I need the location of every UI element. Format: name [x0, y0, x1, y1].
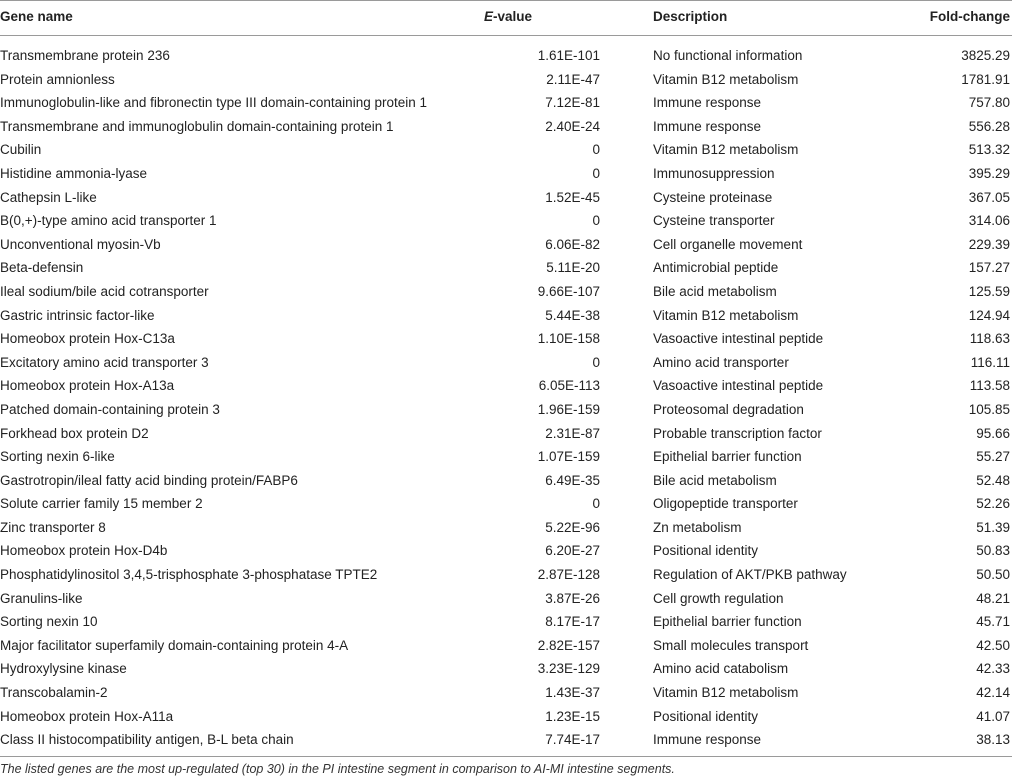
cell-gene-name: Sorting nexin 6-like: [0, 449, 115, 465]
cell-gene-name: Ileal sodium/bile acid cotransporter: [0, 283, 209, 299]
cell-e-value: 3.23E-129: [537, 661, 600, 677]
cell-e-value: 1.07E-159: [537, 449, 600, 465]
cell-gene-name: Beta-defensin: [0, 260, 84, 276]
cell-fold-change: 513.32: [968, 142, 1010, 158]
cell-e-value: 2.31E-87: [545, 425, 600, 441]
cell-fold-change: 116.11: [970, 354, 1010, 370]
table-row: [0, 352, 1012, 376]
table-row: [0, 139, 1012, 163]
cell-description: Vasoactive intestinal peptide: [653, 378, 824, 394]
cell-fold-change: 55.27: [976, 449, 1010, 465]
cell-description: Cysteine transporter: [653, 213, 775, 229]
cell-fold-change: 95.66: [976, 425, 1010, 441]
cell-gene-name: Protein amnionless: [0, 71, 115, 87]
cell-e-value: 0: [592, 165, 600, 181]
cell-fold-change: 52.48: [976, 472, 1010, 488]
table-row: [0, 446, 1012, 470]
cell-description: Immunosuppression: [653, 165, 775, 181]
cell-description: Immune response: [653, 95, 762, 111]
table-row: [0, 116, 1012, 140]
cell-description: Immune response: [653, 118, 762, 134]
cell-description: Amino acid transporter: [653, 354, 789, 370]
cell-gene-name: Immunoglobulin-like and fibronectin type III domain-containing protein 1: [0, 95, 427, 111]
table-row: [0, 69, 1012, 93]
cell-gene-name: Cathepsin L-like: [0, 189, 97, 205]
table-row: [0, 187, 1012, 211]
cell-gene-name: Homeobox protein Hox-A11a: [0, 708, 174, 724]
cell-fold-change: 229.39: [968, 236, 1010, 252]
cell-gene-name: Gastric intrinsic factor-like: [0, 307, 155, 323]
table-row: [0, 281, 1012, 305]
cell-e-value: 2.11E-47: [546, 71, 600, 87]
cell-gene-name: Major facilitator superfamily domain-containing protein 4-A: [0, 637, 349, 653]
cell-gene-name: Sorting nexin 10: [0, 614, 98, 630]
cell-description: Antimicrobial peptide: [653, 260, 779, 276]
cell-description: Positional identity: [653, 708, 759, 724]
cell-e-value: 0: [592, 496, 600, 512]
cell-gene-name: Transmembrane protein 236: [0, 48, 170, 63]
table-row: [0, 305, 1012, 329]
table-row: [0, 588, 1012, 612]
table-header: [0, 0, 1012, 35]
cell-description: Amino acid catabolism: [653, 661, 789, 677]
table-row: [0, 45, 1012, 69]
cell-description: Vitamin B12 metabolism: [653, 685, 799, 701]
cell-fold-change: 48.21: [976, 590, 1010, 606]
cell-gene-name: Hydroxylysine kinase: [0, 661, 127, 677]
cell-fold-change: 157.27: [968, 260, 1010, 276]
table-row: [0, 210, 1012, 234]
cell-fold-change: 41.07: [976, 708, 1010, 724]
cell-fold-change: 52.26: [976, 496, 1010, 512]
cell-e-value: 5.44E-38: [545, 307, 600, 323]
cell-fold-change: 314.06: [968, 213, 1010, 229]
cell-description: Cysteine proteinase: [653, 189, 773, 205]
cell-fold-change: 113.58: [969, 378, 1010, 394]
header-gene-name: Gene name: [0, 9, 73, 24]
cell-description: Immune response: [653, 732, 762, 748]
cell-fold-change: 38.13: [976, 732, 1010, 748]
table-row: [0, 163, 1012, 187]
table-header-rule: [0, 35, 1012, 36]
cell-gene-name: Cubilin: [0, 142, 42, 158]
cell-fold-change: 757.80: [968, 95, 1010, 111]
cell-description: Bile acid metabolism: [653, 472, 777, 488]
cell-e-value: 1.52E-45: [545, 189, 600, 205]
cell-e-value: 5.22E-96: [545, 519, 600, 535]
cell-description: Vitamin B12 metabolism: [653, 71, 799, 87]
cell-gene-name: Transmembrane and immunoglobulin domain-containing protein 1: [0, 118, 394, 134]
cell-gene-name: B(0,+)-type amino acid transporter 1: [0, 213, 217, 229]
cell-description: Probable transcription factor: [653, 425, 822, 441]
cell-fold-change: 42.50: [976, 637, 1010, 653]
cell-fold-change: 45.71: [976, 614, 1010, 630]
cell-description: Zn metabolism: [653, 519, 742, 535]
cell-e-value: 6.20E-27: [545, 543, 600, 559]
table-row: [0, 611, 1012, 635]
cell-e-value: 6.06E-82: [545, 236, 600, 252]
header-description: Description: [653, 9, 728, 24]
table-row: [0, 328, 1012, 352]
cell-fold-change: 105.85: [968, 401, 1010, 417]
cell-e-value: 0: [592, 142, 600, 158]
cell-description: Vasoactive intestinal peptide: [653, 331, 824, 347]
cell-gene-name: Gastrotropin/ileal fatty acid binding protein/FABP6: [0, 472, 298, 488]
cell-description: Regulation of AKT/PKB pathway: [653, 567, 847, 583]
cell-e-value: 2.82E-157: [537, 637, 600, 653]
header-e-value: [484, 9, 532, 24]
cell-description: Proteosomal degradation: [653, 401, 804, 417]
cell-fold-change: 1781.91: [961, 71, 1010, 87]
cell-e-value: 1.96E-159: [537, 401, 600, 417]
cell-gene-name: Excitatory amino acid transporter 3: [0, 354, 209, 370]
table-row: [0, 682, 1012, 706]
cell-gene-name: Granulins-like: [0, 590, 83, 606]
table-bottom-rule: [0, 756, 1012, 757]
table-row: [0, 493, 1012, 517]
header-fold-change: Fold-change: [929, 9, 1010, 24]
table-row: [0, 257, 1012, 281]
table-row: [0, 517, 1012, 541]
table-row: [0, 92, 1012, 116]
cell-gene-name: Forkhead box protein D2: [0, 425, 149, 441]
cell-description: Positional identity: [653, 543, 759, 559]
cell-gene-name: Homeobox protein Hox-A13a: [0, 378, 175, 394]
cell-fold-change: 125.59: [968, 283, 1010, 299]
cell-description: Vitamin B12 metabolism: [653, 307, 799, 323]
cell-e-value: 0: [592, 354, 600, 370]
cell-description: Vitamin B12 metabolism: [653, 142, 799, 158]
cell-e-value: 1.61E-101: [537, 48, 600, 63]
cell-e-value: 3.87E-26: [545, 590, 600, 606]
cell-description: Small molecules transport: [653, 637, 809, 653]
header-e-value-italic: E: [484, 9, 494, 24]
cell-fold-change: 42.33: [976, 661, 1010, 677]
cell-gene-name: Transcobalamin-2: [0, 685, 108, 701]
cell-gene-name: Homeobox protein Hox-C13a: [0, 331, 175, 347]
cell-gene-name: Class II histocompatibility antigen, B-L beta chain: [0, 732, 294, 748]
cell-e-value: 7.74E-17: [545, 732, 600, 748]
cell-fold-change: 124.94: [968, 307, 1010, 323]
cell-fold-change: 50.83: [976, 543, 1010, 559]
table-row: [0, 635, 1012, 659]
cell-e-value: 2.87E-128: [537, 567, 600, 583]
table-row: [0, 540, 1012, 564]
cell-gene-name: Solute carrier family 15 member 2: [0, 496, 203, 512]
table-body: [0, 45, 1012, 753]
cell-gene-name: Zinc transporter 8: [0, 519, 106, 535]
table-row: [0, 375, 1012, 399]
cell-description: No functional information: [653, 48, 803, 63]
header-e-value-suffix: -value: [493, 9, 533, 24]
cell-gene-name: Phosphatidylinositol 3,4,5-trisphosphate 3-phosphatase TPTE2: [0, 567, 378, 583]
cell-e-value: 5.11E-20: [546, 260, 600, 276]
cell-description: Bile acid metabolism: [653, 283, 777, 299]
cell-e-value: 8.17E-17: [545, 614, 600, 630]
cell-gene-name: Unconventional myosin-Vb: [0, 236, 161, 252]
cell-e-value: 9.66E-107: [537, 283, 600, 299]
cell-description: Epithelial barrier function: [653, 449, 802, 465]
cell-fold-change: 118.63: [969, 331, 1010, 347]
table-row: [0, 234, 1012, 258]
cell-e-value: 1.43E-37: [545, 685, 600, 701]
cell-e-value: 6.05E-113: [538, 378, 600, 394]
cell-description: Epithelial barrier function: [653, 614, 802, 630]
table-row: [0, 658, 1012, 682]
table-footnote: The listed genes are the most up-regulated (top 30) in the PI intestine segment in comparison to AI-MI intestine segments.: [0, 762, 675, 776]
cell-fold-change: 556.28: [968, 118, 1010, 134]
cell-fold-change: 51.39: [976, 519, 1010, 535]
cell-fold-change: 42.14: [976, 685, 1010, 701]
table-row: [0, 470, 1012, 494]
cell-e-value: 1.23E-15: [545, 708, 600, 724]
table-row: [0, 423, 1012, 447]
cell-fold-change: 367.05: [968, 189, 1010, 205]
cell-description: Oligopeptide transporter: [653, 496, 798, 512]
table-row: [0, 399, 1012, 423]
cell-e-value: 1.10E-158: [537, 331, 600, 347]
cell-gene-name: Homeobox protein Hox-D4b: [0, 543, 168, 559]
cell-gene-name: Histidine ammonia-lyase: [0, 165, 148, 181]
cell-fold-change: 3825.29: [961, 48, 1010, 63]
cell-e-value: 6.49E-35: [545, 472, 600, 488]
table-row: [0, 564, 1012, 588]
cell-e-value: 0: [592, 213, 600, 229]
cell-fold-change: 50.50: [976, 567, 1010, 583]
cell-description: Cell organelle movement: [653, 236, 803, 252]
cell-description: Cell growth regulation: [653, 590, 784, 606]
table-row: [0, 706, 1012, 730]
cell-gene-name: Patched domain-containing protein 3: [0, 401, 220, 417]
cell-fold-change: 395.29: [968, 165, 1010, 181]
table-row: [0, 729, 1012, 753]
cell-e-value: 7.12E-81: [545, 95, 600, 111]
cell-e-value: 2.40E-24: [545, 118, 600, 134]
